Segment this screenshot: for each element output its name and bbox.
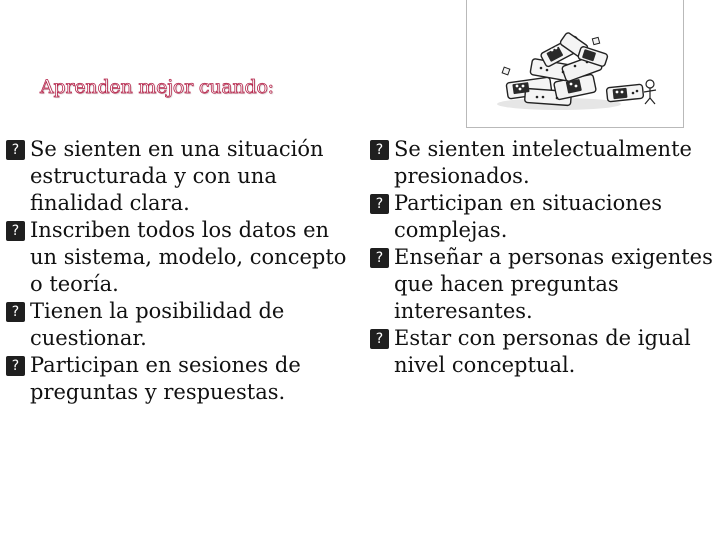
list-item <box>6 352 354 406</box>
list-item-text: Tienen la posibilidad de cuestionar. <box>30 299 285 350</box>
bullet-marker-icon: ? <box>370 329 389 349</box>
list-item-text: Participan en sesiones de preguntas y respuestas. <box>30 353 301 404</box>
bullet-marker-icon: ? <box>370 194 389 214</box>
right-bullet-list <box>370 136 718 379</box>
left-bullet-list <box>6 136 354 406</box>
bullet-marker-icon: ? <box>6 221 25 241</box>
list-item <box>6 136 354 217</box>
list-item-text: Se sienten intelectualmente presionados. <box>394 137 692 188</box>
list-item <box>370 244 718 325</box>
bullet-marker-icon: ? <box>6 140 25 160</box>
list-item-text: Se sienten en una situación estructurada y con una finalidad clara. <box>30 137 324 215</box>
list-item-text: Estar con personas de igual nivel conceptual. <box>394 326 691 377</box>
bullet-marker-icon: ? <box>6 356 25 376</box>
slide-title: Aprenden mejor cuando: <box>40 76 274 98</box>
list-item <box>370 136 718 190</box>
list-item <box>370 190 718 244</box>
list-item <box>6 298 354 352</box>
list-item <box>370 325 718 379</box>
bullet-marker-icon: ? <box>370 140 389 160</box>
bullet-marker-icon: ? <box>6 302 25 322</box>
list-item-text: Inscriben todos los datos en un sistema, modelo, concepto o teoría. <box>30 218 347 296</box>
list-item-text: Participan en situaciones complejas. <box>394 191 662 242</box>
bullet-marker-icon: ? <box>370 248 389 268</box>
dominoes-illustration-frame <box>466 0 684 128</box>
list-item <box>6 217 354 298</box>
dominoes-illustration-icon <box>467 0 683 126</box>
list-item-text: Enseñar a personas exigentes que hacen preguntas interesantes. <box>394 245 713 323</box>
